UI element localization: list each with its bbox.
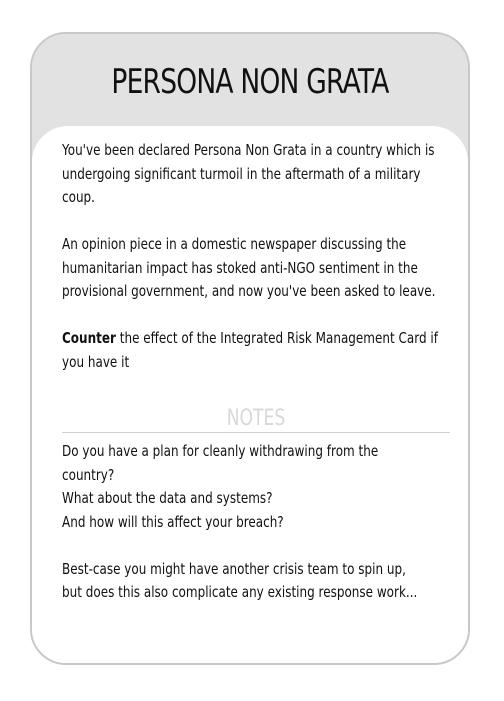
notes-block-1 xyxy=(62,440,450,534)
description-line: provisional government, and now you've been asked to leave. xyxy=(62,282,436,300)
description-paragraph-2 xyxy=(62,233,450,304)
notes-divider xyxy=(62,432,450,433)
notes-line: but does this also complicate any existing response work... xyxy=(62,583,418,601)
description-line: undergoing significant turmoil in the aftermath of a military xyxy=(62,164,421,183)
description-line: An opinion piece in a domestic newspaper discussing the xyxy=(62,235,407,253)
card-description xyxy=(62,139,450,398)
notes-section xyxy=(62,440,450,628)
notes-line: Do you have a plan for cleanly withdrawing from the xyxy=(62,442,379,460)
description-line: You've been declared Persona Non Grata in a country which is xyxy=(62,141,435,159)
description-paragraph-1 xyxy=(62,139,450,210)
counter-line xyxy=(62,327,438,351)
notes-line: country? xyxy=(62,465,115,484)
counter-keyword: Counter xyxy=(62,329,116,347)
counter-line-2: you have it xyxy=(62,352,130,371)
notes-block-2 xyxy=(62,558,450,605)
description-line: humanitarian impact has stoked anti-NGO sentiment in the xyxy=(62,258,418,277)
notes-line: What about the data and systems? xyxy=(62,489,273,507)
notes-heading: NOTES xyxy=(226,406,286,431)
counter-paragraph xyxy=(62,327,450,374)
description-line: coup. xyxy=(62,188,95,206)
notes-line: Best-case you might have another crisis team to spin up, xyxy=(62,559,406,578)
card-title: PERSONA NON GRATA xyxy=(111,62,389,102)
counter-text: the effect of the Integrated Risk Management Card if xyxy=(115,329,438,347)
scenario-card xyxy=(30,32,470,665)
notes-line: And how will this affect your breach? xyxy=(62,512,284,531)
